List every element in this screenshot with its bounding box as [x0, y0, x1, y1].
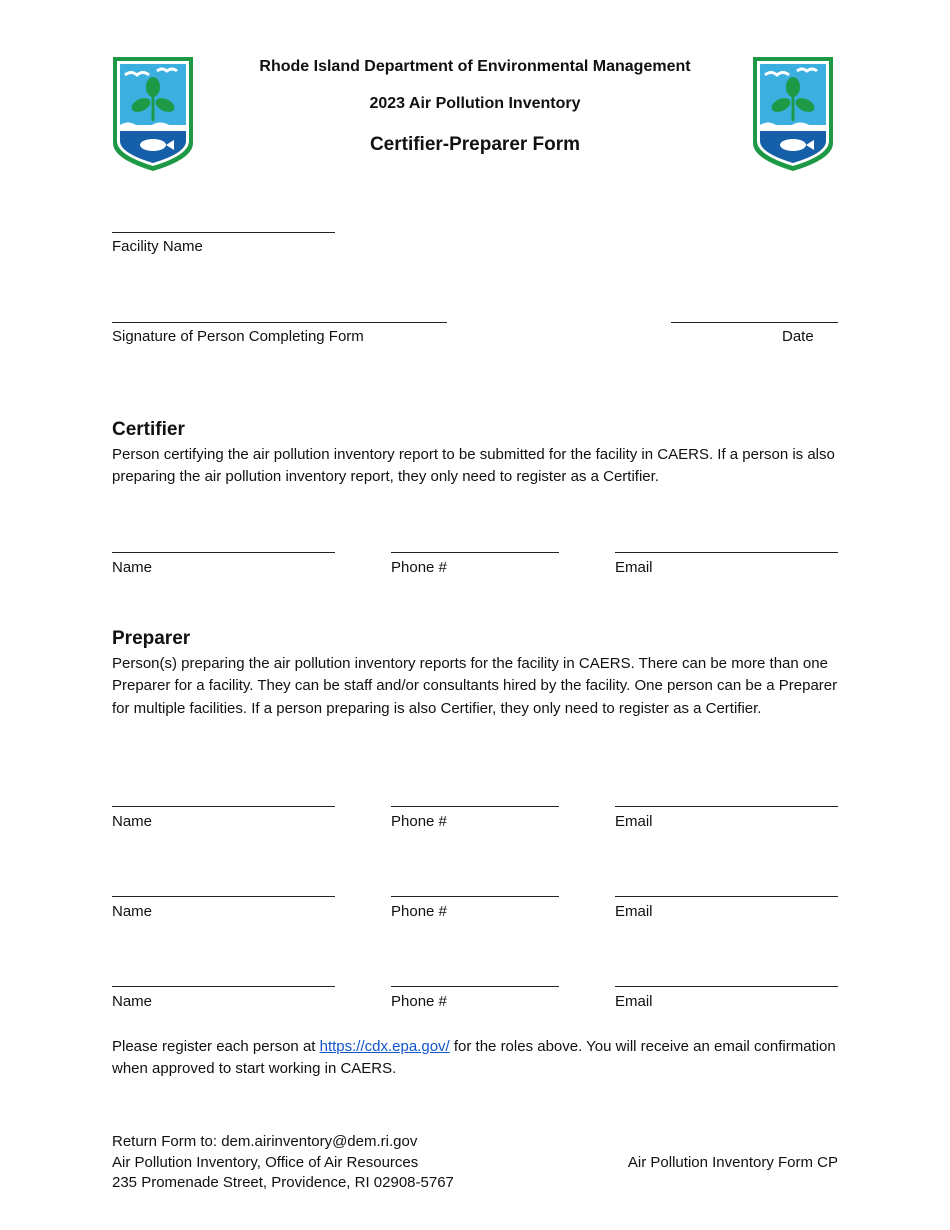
preparer-phone-label: Phone # [391, 993, 447, 1010]
preparer-name-label: Name [112, 993, 153, 1010]
certifier-name-label: Name [112, 559, 153, 576]
preparer-title: Preparer [112, 628, 191, 649]
footer-form-id: Air Pollution Inventory Form CP [627, 1153, 838, 1171]
footer-address-line: 235 Promenade Street, Providence, RI 02908-5767 [112, 1174, 454, 1191]
form-title: Certifier-Preparer Form [369, 134, 581, 155]
preparer-name-label: Name [112, 903, 153, 920]
footer-return-address [112, 1132, 454, 1194]
preparer-email-line[interactable] [615, 896, 838, 897]
facility-name-line[interactable] [112, 232, 335, 233]
certifier-phone-line[interactable] [391, 552, 559, 553]
preparer-email-label: Email [615, 993, 653, 1010]
preparer-phone-line[interactable] [391, 896, 559, 897]
inventory-year-title: 2023 Air Pollution Inventory [369, 95, 581, 112]
preparer-phone-line[interactable] [391, 986, 559, 987]
certifier-email-label: Email [615, 559, 653, 576]
certifier-title: Certifier [112, 419, 185, 440]
preparer-email-label: Email [615, 813, 653, 830]
certifier-name-line[interactable] [112, 552, 335, 553]
certifier-email-line[interactable] [615, 552, 838, 553]
registration-text-before: Please register each person at [112, 1038, 320, 1055]
date-line[interactable] [671, 322, 838, 323]
footer-office-line: Air Pollution Inventory, Office of Air Resources [112, 1153, 419, 1171]
preparer-name-label: Name [112, 813, 153, 830]
footer-return-line: Return Form to: dem.airinventory@dem.ri.gov [112, 1133, 418, 1150]
signature-label: Signature of Person Completing Form [112, 328, 364, 345]
preparer-phone-label: Phone # [391, 813, 447, 830]
preparer-name-line[interactable] [112, 896, 335, 897]
date-label: Date [782, 328, 814, 345]
certifier-phone-label: Phone # [391, 559, 447, 576]
organization-title: Rhode Island Department of Environmental Management [259, 58, 691, 75]
preparer-email-line[interactable] [615, 986, 838, 987]
preparer-name-line[interactable] [112, 986, 335, 987]
cdx-epa-link[interactable]: https://cdx.epa.gov/ [319, 1038, 450, 1055]
signature-line[interactable] [112, 322, 447, 323]
preparer-description: Person(s) preparing the air pollution inventory reports for the facility in CAERS. There can be more than one Preparer for a facility. They can be staff and/or consultants hired by the facility. One person can be a Preparer for multiple facilities. If a person preparing is also Certifier, they only need to register as a Certifier. [112, 655, 838, 717]
preparer-email-label: Email [615, 903, 653, 920]
preparer-phone-line[interactable] [391, 806, 559, 807]
registration-text-after: for the roles above. You will receive an email confirmation when approved to start working in CAERS. [112, 1038, 836, 1078]
preparer-email-line[interactable] [615, 806, 838, 807]
preparer-phone-label: Phone # [391, 903, 447, 920]
registration-note [112, 1036, 842, 1081]
certifier-description: Person certifying the air pollution inventory report to be submitted for the facility in CAERS. If a person is also preparing the air pollution inventory report, they only need to register as a Certifier. [112, 446, 835, 486]
preparer-name-line[interactable] [112, 806, 335, 807]
facility-name-label: Facility Name [112, 238, 203, 255]
